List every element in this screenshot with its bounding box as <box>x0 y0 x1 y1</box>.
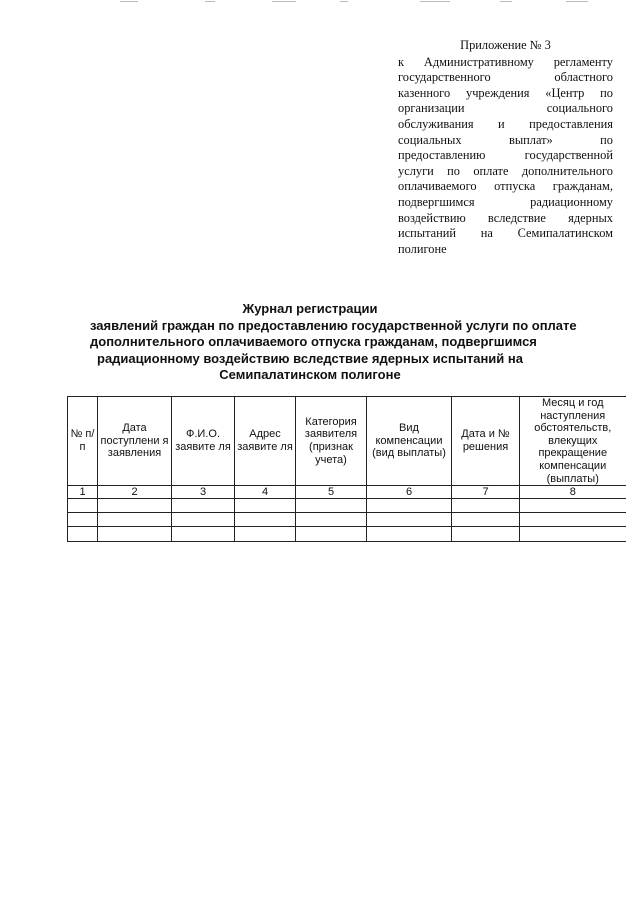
table-cell <box>520 513 626 527</box>
header-cell-applicant-address: Адрес заявите ля <box>235 397 296 486</box>
scan-artifacts <box>0 0 640 6</box>
appendix-line: организации социального <box>398 101 613 116</box>
table-cell <box>235 513 296 527</box>
appendix-line: обслуживания и предоставления <box>398 116 613 131</box>
column-number-cell: 3 <box>172 486 235 499</box>
column-number-cell: 1 <box>68 486 98 499</box>
column-number-cell: 4 <box>235 486 296 499</box>
table-cell <box>452 513 520 527</box>
header-cell-number: № п/п <box>68 397 98 486</box>
document-title <box>90 301 577 384</box>
table-cell <box>68 527 98 542</box>
table-cell <box>235 527 296 542</box>
appendix-line: государственного областного <box>398 70 613 85</box>
document-title-line: дополнительного оплачиваемого отпуска гражданам, подвергшимся <box>90 334 537 349</box>
registration-journal-table <box>67 396 626 542</box>
appendix-line: испытаний на Семипалатинском <box>398 226 613 241</box>
table-cell <box>452 499 520 513</box>
table-cell <box>367 513 452 527</box>
column-number-cell: 5 <box>296 486 367 499</box>
table-header-row <box>68 397 626 486</box>
table-cell <box>296 499 367 513</box>
table-row <box>68 527 626 542</box>
table-row <box>68 499 626 513</box>
appendix-line: услуги по оплате дополнительного <box>398 163 613 178</box>
table-cell <box>296 513 367 527</box>
column-number-cell: 8 <box>520 486 626 499</box>
appendix-line: подвергшимся радиационному <box>398 194 613 209</box>
column-number-cell: 2 <box>98 486 172 499</box>
table-number-row <box>68 486 626 499</box>
table-cell <box>235 499 296 513</box>
table-cell <box>98 499 172 513</box>
document-title-heading: Журнал регистрации <box>242 301 378 316</box>
appendix-line: оплачиваемого отпуска гражданам, <box>398 179 613 194</box>
document-title-line: радиационному воздействию вследствие ядерных испытаний на <box>97 350 523 366</box>
document-title-line: Семипалатинском полигоне <box>219 367 401 382</box>
appendix-title: Приложение № 3 <box>460 38 551 52</box>
header-cell-decision-date-number: Дата и № решения <box>452 397 520 486</box>
appendix-line: казенного учреждения «Центр по <box>398 85 613 100</box>
appendix-line: полигоне <box>398 241 447 256</box>
table-row <box>68 513 626 527</box>
document-title-line: заявлений граждан по предоставлению государственной услуги по оплате <box>90 317 577 333</box>
table-cell <box>98 527 172 542</box>
table-cell <box>172 499 235 513</box>
table-cell <box>172 527 235 542</box>
table-cell <box>68 499 98 513</box>
table-cell <box>520 527 626 542</box>
table-cell <box>172 513 235 527</box>
table-cell <box>98 513 172 527</box>
appendix-line: воздействию вследствие ядерных <box>398 210 613 225</box>
table-cell <box>68 513 98 527</box>
table-cell <box>452 527 520 542</box>
header-cell-termination-month-year: Месяц и год наступления обстоятельств, влекущих прекращение компенсации (выплаты) <box>520 397 626 486</box>
column-number-cell: 6 <box>367 486 452 499</box>
header-cell-applicant-category: Категория заявителя (признак учета) <box>296 397 367 486</box>
appendix-line: социальных выплат» по <box>398 132 613 147</box>
column-number-cell: 7 <box>452 486 520 499</box>
table-cell <box>296 527 367 542</box>
appendix-line: к Административному регламенту <box>398 54 613 69</box>
table-cell <box>520 499 626 513</box>
appendix-block <box>398 38 613 257</box>
appendix-line: предоставлению государственной <box>398 148 613 163</box>
header-cell-received-date: Дата поступлени я заявления <box>98 397 172 486</box>
header-cell-compensation-type: Вид компенсации (вид выплаты) <box>367 397 452 486</box>
header-cell-applicant-name: Ф.И.О. заявите ля <box>172 397 235 486</box>
table-cell <box>367 527 452 542</box>
table-cell <box>367 499 452 513</box>
